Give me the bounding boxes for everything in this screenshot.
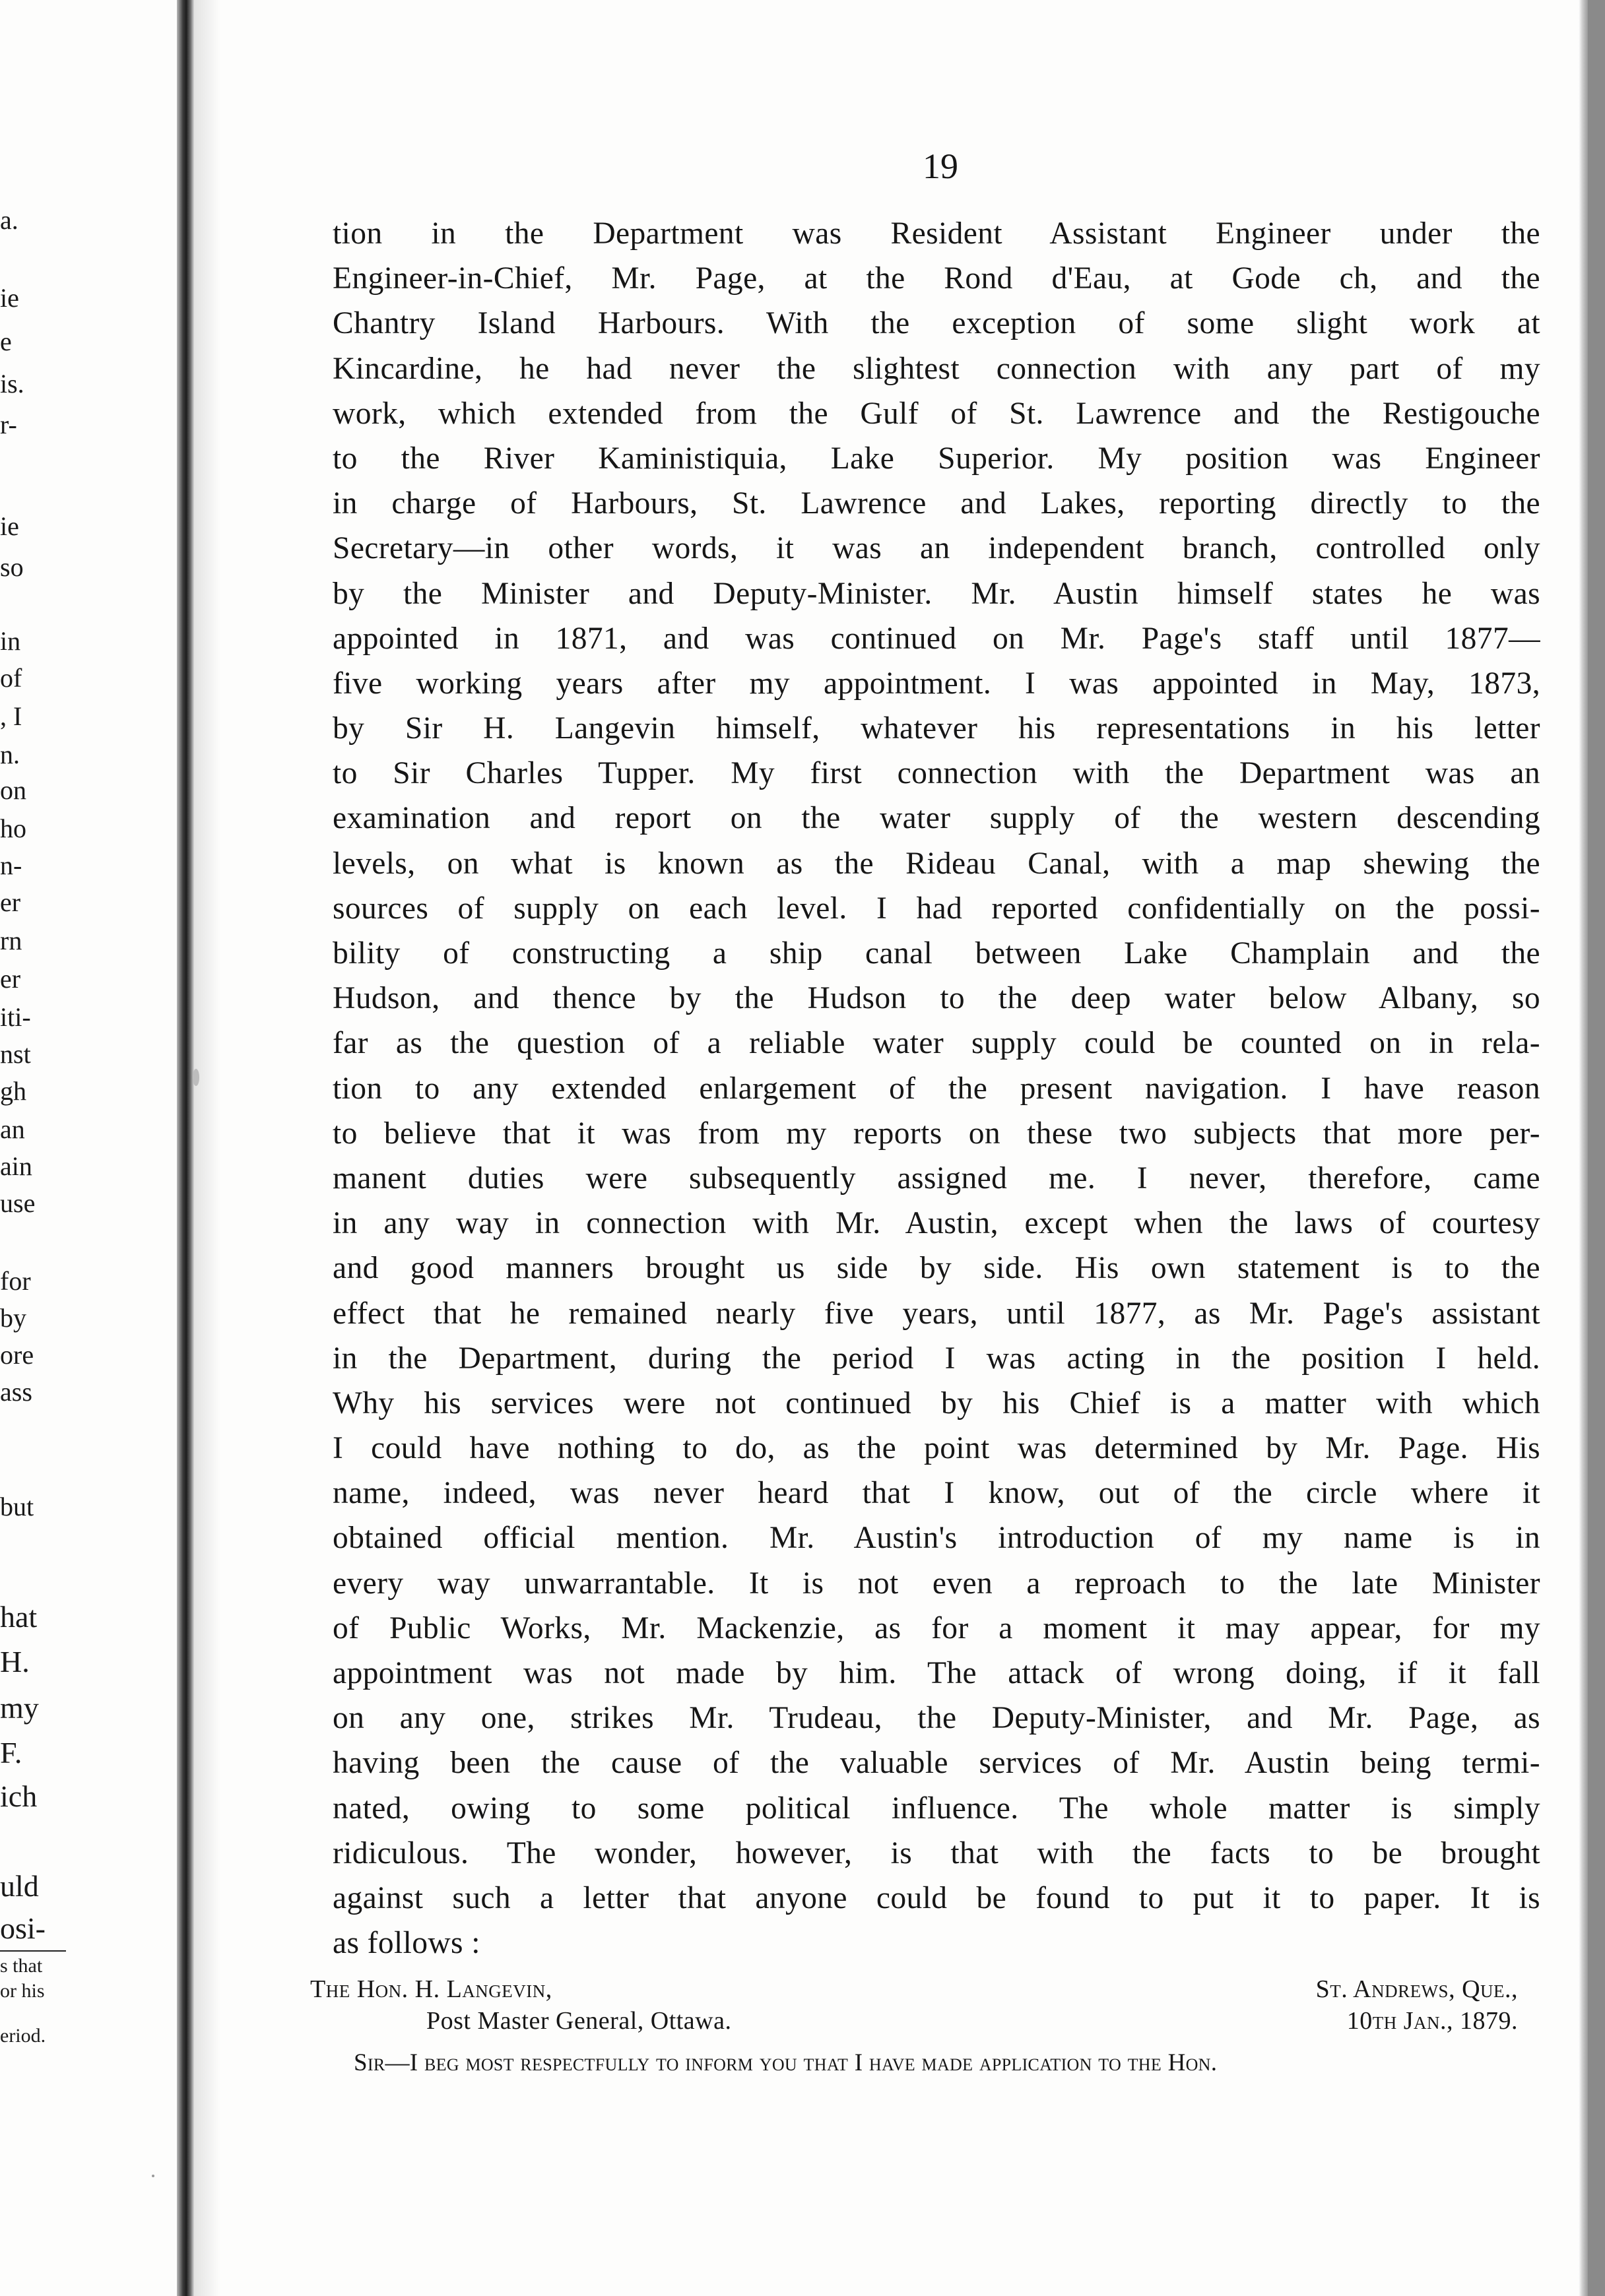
fragment-text: ore (0, 1341, 34, 1370)
left-page-fragment (0, 1601, 173, 1634)
text-line: of Public Works, Mr. Mackenzie, as for a moment it may appear, for my (333, 1610, 1540, 1645)
left-page-fragment (0, 740, 173, 769)
left-page-fragment (0, 2025, 173, 2047)
fragment-text: eriod. (0, 2025, 46, 2047)
fragment-text: by (0, 1304, 26, 1333)
text-line: on any one, strikes Mr. Trudeau, the Deputy-Minister, and Mr. Page, as (333, 1701, 1540, 1736)
fragment-text: uld (0, 1870, 39, 1903)
text-line: far as the question of a reliable water supply could be counted on in rela- (333, 1026, 1540, 1061)
scan-speck (193, 1069, 199, 1086)
text-line: in any way in connection with Mr. Austin, except when the laws of courtesy (333, 1206, 1540, 1241)
letter-place: St. Andrews, Que., (1315, 1975, 1518, 2003)
text-line: Kincardine, he had never the slightest connection with any part of my (333, 351, 1540, 386)
left-page-fragment (0, 926, 173, 955)
fragment-text: but (0, 1492, 34, 1521)
text-line: appointment was not made by him. The attack of wrong doing, if it fall (333, 1656, 1540, 1690)
fragment-text: an (0, 1115, 25, 1144)
text-line: by Sir H. Langevin himself, whatever his representations in his letter (333, 711, 1540, 746)
fragment-text: er (0, 965, 21, 994)
fragment-text: a. (0, 206, 18, 235)
text-line: Hudson, and thence by the Hudson to the deep water below Albany, so (333, 981, 1540, 1016)
fragment-text: so (0, 553, 24, 582)
text-line: tion to any extended enlargement of the present navigation. I have reason (333, 1071, 1540, 1106)
left-page-fragment (0, 1692, 173, 1725)
letter-body-line (354, 2048, 1518, 2078)
text-line: by the Minister and Deputy-Minister. Mr. Austin himself states he was (333, 576, 1540, 611)
fragment-text: ain (0, 1152, 32, 1181)
fragment-text: in (0, 627, 21, 656)
left-page-fragment (0, 1003, 173, 1032)
left-page-fragment (0, 1378, 173, 1407)
left-page-fragment (0, 284, 173, 313)
text-line: Why his services were not continued by his Chief is a matter with which (333, 1386, 1540, 1420)
fragment-text: iti- (0, 1003, 31, 1032)
left-page-fragment (0, 1737, 173, 1770)
page-edge-shadow (1579, 0, 1588, 2296)
left-page-fragment (0, 327, 173, 356)
left-page-fragment (0, 1115, 173, 1144)
text-line: to believe that it was from my reports on these two subjects that more per- (333, 1116, 1540, 1151)
text-line: examination and report on the water supply of the western descending (333, 801, 1540, 836)
fragment-text: r- (0, 410, 17, 439)
left-page-fragment (0, 1956, 173, 1977)
text-line: tion in the Department was Resident Assistant Engineer under the (333, 216, 1540, 251)
left-page-fragment (0, 1870, 173, 1903)
scan-speck (152, 2175, 154, 2177)
text-line: Engineer-in-Chief, Mr. Page, at the Rond d'Eau, at Gode ch, and the (333, 261, 1540, 296)
text-line: manent duties were subsequently assigned me. I never, therefore, came (333, 1161, 1540, 1196)
text-line: in charge of Harbours, St. Lawrence and Lakes, reporting directly to the (333, 486, 1540, 521)
left-page-fragment (0, 888, 173, 917)
letter-date: 10th Jan., 1879. (1346, 2007, 1518, 2035)
left-page-fragment (0, 512, 173, 541)
text-line: having been the cause of the valuable services of Mr. Austin being termi- (333, 1746, 1540, 1781)
text-line: sources of supply on each level. I had reported confidentially on the possi- (333, 891, 1540, 926)
letter-addressee: The Hon. H. Langevin, (310, 1975, 552, 2003)
footnote-rule (0, 1950, 66, 1952)
page-number: 19 (923, 146, 958, 186)
fragment-text: use (0, 1189, 36, 1218)
fragment-text: rn (0, 926, 22, 955)
text-line: work, which extended from the Gulf of St. Lawrence and the Restigouche (333, 396, 1540, 431)
fragment-text: e (0, 327, 12, 356)
fragment-text: ie (0, 512, 19, 541)
text-line: nated, owing to some political influence. The whole matter is simply (333, 1791, 1540, 1826)
fragment-text: n- (0, 851, 22, 880)
text-line: as follows : (333, 1926, 480, 1961)
fragment-text: hat (0, 1601, 38, 1634)
text-line: bility of constructing a ship canal between Lake Champlain and the (333, 936, 1540, 971)
text-line: against such a letter that anyone could be found to put it to paper. It is (333, 1880, 1540, 1915)
fragment-text: osi- (0, 1912, 46, 1945)
left-page-fragment (0, 1189, 173, 1218)
fragment-text: , I (0, 702, 22, 731)
left-page-fragment (0, 1077, 173, 1106)
left-page-fragment (0, 965, 173, 994)
fragment-text: ho (0, 814, 26, 843)
left-page-fragment (0, 1267, 173, 1296)
left-page-fragment (0, 1645, 173, 1678)
page-edge (1588, 0, 1605, 2296)
left-page-fragment (0, 1492, 173, 1521)
left-page-fragment (0, 410, 173, 439)
fragment-text: nst (0, 1040, 31, 1069)
fragment-text: or his (0, 1981, 45, 2002)
left-page-fragment (0, 814, 173, 843)
fragment-text: ie (0, 284, 19, 313)
left-page-fragment (0, 1780, 173, 1813)
text-line: every way unwarrantable. It is not even a reproach to the late Minister (333, 1566, 1540, 1601)
fragment-text: H. (0, 1645, 30, 1678)
text-line: Secretary—in other words, it was an independent branch, controlled only (333, 531, 1540, 566)
left-page-fragment (0, 664, 173, 693)
left-page-fragment (0, 702, 173, 731)
text-line: ridiculous. The wonder, however, is that with the facts to be brought (333, 1835, 1540, 1870)
text-line: Chantry Island Harbours. With the exception of some slight work at (333, 306, 1540, 341)
fragment-text: ich (0, 1780, 38, 1813)
fragment-text: s that (0, 1956, 43, 1977)
text-line: name, indeed, was never heard that I know, out of the circle where it (333, 1476, 1540, 1511)
left-page-fragment (0, 1040, 173, 1069)
fragment-text: my (0, 1692, 39, 1725)
left-page-fragment (0, 553, 173, 582)
fragment-text: n. (0, 740, 20, 769)
left-page-fragment (0, 206, 173, 235)
left-page-fragment (0, 369, 173, 399)
left-page-fragment (0, 851, 173, 880)
body-text (333, 211, 1540, 1965)
fragment-text: for (0, 1267, 31, 1296)
gutter-shadow (194, 0, 220, 2296)
text-line: obtained official mention. Mr. Austin's introduction of my name is in (333, 1521, 1540, 1556)
text-line: to Sir Charles Tupper. My first connection with the Department was an (333, 756, 1540, 791)
text-line: appointed in 1871, and was continued on Mr. Page's staff until 1877— (333, 621, 1540, 656)
left-page-fragment (0, 1304, 173, 1333)
fragment-text: er (0, 888, 21, 917)
left-page-fragment (0, 1981, 173, 2002)
text-line: levels, on what is known as the Rideau Canal, with a map shewing the (333, 846, 1540, 881)
fragment-text: F. (0, 1737, 22, 1770)
text-line: and good manners brought us side by side. His own statement is to the (333, 1251, 1540, 1286)
left-page-fragment (0, 1152, 173, 1181)
letter-addressee-title: Post Master General, Ottawa. (426, 2007, 732, 2035)
fragment-text: gh (0, 1077, 26, 1106)
letter-header-row (310, 2006, 1518, 2037)
left-page-fragment (0, 1912, 173, 1945)
text-line: effect that he remained nearly five years, until 1877, as Mr. Page's assistant (333, 1296, 1540, 1331)
text-line: I could have nothing to do, as the point was determined by Mr. Page. His (333, 1431, 1540, 1466)
text-line: to the River Kaministiquia, Lake Superior. My position was Engineer (333, 441, 1540, 476)
fragment-text: on (0, 776, 26, 805)
binding-gutter (177, 0, 194, 2296)
left-page-fragment (0, 627, 173, 656)
fragment-text: ass (0, 1378, 32, 1407)
letter-salutation: Sir—I beg most respectfully to inform you that I have made application to the Hon. (354, 2049, 1218, 2076)
fragment-text: is. (0, 369, 24, 399)
left-page-fragment (0, 776, 173, 805)
left-page-fragment (0, 1341, 173, 1370)
letter-header-row (310, 1974, 1518, 2006)
text-line: in the Department, during the period I was acting in the position I held. (333, 1341, 1540, 1376)
letter-header (310, 1974, 1518, 2037)
text-line: five working years after my appointment. I was appointed in May, 1873, (333, 666, 1540, 701)
fragment-text: of (0, 664, 22, 693)
